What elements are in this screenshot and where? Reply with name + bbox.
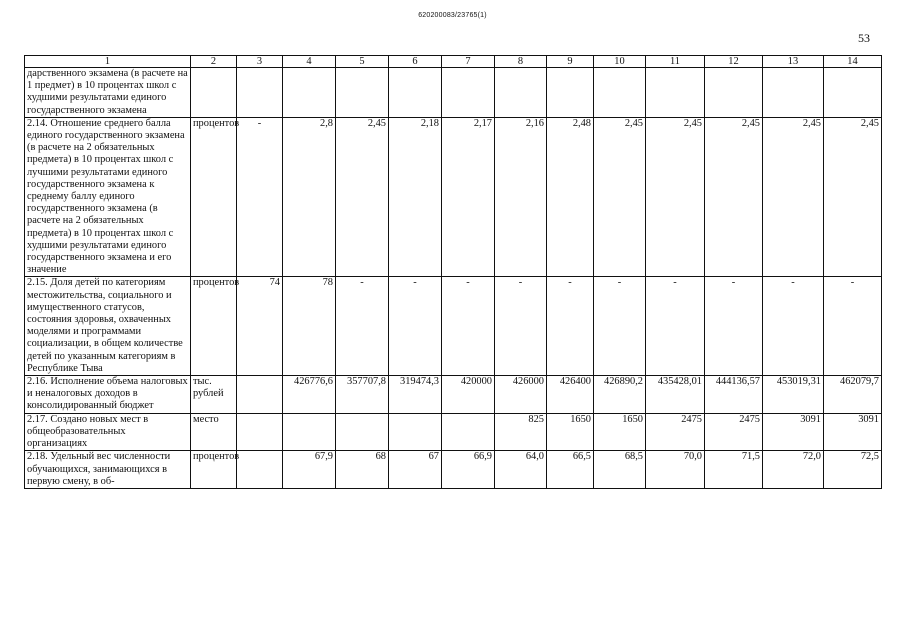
column-header: 1: [25, 56, 191, 68]
indicator-value: 66,5: [547, 451, 594, 489]
indicator-description: 2.14. Отношение среднего балла единого государственного экзамена (в расчете на 2 обязательных предмета) в 10 процентах школ с лучшими результатами единого государственного экзамена к среднему баллу единого государственного экзамена (в расчете на 2 обязательных предмета) в 10 процентах школ с худшими результатами единого государственного экзамена и его значение: [25, 117, 191, 277]
indicator-value: -: [336, 277, 389, 376]
column-header: 7: [442, 56, 495, 68]
column-header: 2: [191, 56, 237, 68]
indicator-value: 78: [283, 277, 336, 376]
indicators-table: [24, 55, 882, 489]
indicator-value: 64,0: [495, 451, 547, 489]
indicator-value: [336, 413, 389, 451]
indicator-unit: тыс. рублей: [191, 376, 237, 414]
indicator-description: 2.15. Доля детей по категориям местожительства, социального и имущественного статусов, состояния здоровья, охваченных моделями и программами социализации, в общем количестве детей по указанным категориям в Республике Тыва: [25, 277, 191, 376]
column-header: 9: [547, 56, 594, 68]
indicator-value: 2475: [646, 413, 705, 451]
indicator-value: -: [824, 277, 882, 376]
indicator-value: 72,0: [763, 451, 824, 489]
indicator-value: 2,45: [763, 117, 824, 277]
indicator-value: 2,48: [547, 117, 594, 277]
table-row: [25, 451, 882, 489]
indicator-value: 3091: [824, 413, 882, 451]
indicator-value: -: [646, 277, 705, 376]
indicator-unit: место: [191, 413, 237, 451]
indicator-value: 444136,57: [705, 376, 763, 414]
indicator-value: 67: [389, 451, 442, 489]
indicator-value: 1650: [594, 413, 646, 451]
indicator-value: [237, 413, 283, 451]
indicator-value: [705, 68, 763, 118]
indicator-value: [283, 68, 336, 118]
indicator-value: [237, 451, 283, 489]
indicator-value: [646, 68, 705, 118]
indicator-description: 2.16. Исполнение объема налоговых и неналоговых доходов в консолидированный бюджет: [25, 376, 191, 414]
indicator-value: 71,5: [705, 451, 763, 489]
page-number: 53: [858, 31, 870, 45]
indicator-value: 2,18: [389, 117, 442, 277]
indicator-value: -: [442, 277, 495, 376]
column-header: 12: [705, 56, 763, 68]
column-header: 3: [237, 56, 283, 68]
indicator-value: 426400: [547, 376, 594, 414]
indicator-description: дарственного экзамена (в расчете на 1 предмет) в 10 процентах школ с худшими результатами единого государственного экзамена: [25, 68, 191, 118]
indicator-value: 462079,7: [824, 376, 882, 414]
column-header: 5: [336, 56, 389, 68]
indicator-value: 1650: [547, 413, 594, 451]
indicator-unit: процентов: [191, 451, 237, 489]
indicator-value: 426000: [495, 376, 547, 414]
indicator-value: [824, 68, 882, 118]
indicator-value: [442, 68, 495, 118]
indicator-value: 2,16: [495, 117, 547, 277]
indicator-value: 66,9: [442, 451, 495, 489]
indicator-value: 426776,6: [283, 376, 336, 414]
indicator-value: [389, 413, 442, 451]
indicator-value: 420000: [442, 376, 495, 414]
indicator-value: -: [594, 277, 646, 376]
indicator-value: [237, 68, 283, 118]
indicator-value: 68: [336, 451, 389, 489]
indicator-value: 2,8: [283, 117, 336, 277]
header-row: [25, 56, 882, 68]
table-row: [25, 117, 882, 277]
indicator-value: 2,45: [336, 117, 389, 277]
column-header: 6: [389, 56, 442, 68]
table-row: [25, 68, 882, 118]
indicator-value: [763, 68, 824, 118]
indicator-value: 2475: [705, 413, 763, 451]
indicator-value: -: [705, 277, 763, 376]
column-header: 14: [824, 56, 882, 68]
column-header: 13: [763, 56, 824, 68]
document-id: 620200083/23765(1): [418, 12, 487, 19]
indicator-value: [594, 68, 646, 118]
indicator-value: 453019,31: [763, 376, 824, 414]
indicator-value: -: [389, 277, 442, 376]
indicator-value: -: [237, 117, 283, 277]
indicator-description: 2.17. Создано новых мест в общеобразовательных организациях: [25, 413, 191, 451]
indicator-value: 357707,8: [336, 376, 389, 414]
column-header: 8: [495, 56, 547, 68]
indicator-value: [495, 68, 547, 118]
table-row: [25, 413, 882, 451]
indicator-value: 67,9: [283, 451, 336, 489]
indicator-value: 72,5: [824, 451, 882, 489]
indicator-value: 70,0: [646, 451, 705, 489]
indicator-value: 2,45: [646, 117, 705, 277]
indicator-value: 3091: [763, 413, 824, 451]
indicator-value: -: [763, 277, 824, 376]
indicator-value: [237, 376, 283, 414]
column-header: 10: [594, 56, 646, 68]
indicator-value: -: [495, 277, 547, 376]
indicator-value: 825: [495, 413, 547, 451]
table-row: [25, 277, 882, 376]
indicator-value: 426890,2: [594, 376, 646, 414]
column-header: 4: [283, 56, 336, 68]
indicator-value: 74: [237, 277, 283, 376]
table-row: [25, 376, 882, 414]
indicator-value: 2,17: [442, 117, 495, 277]
indicator-value: 319474,3: [389, 376, 442, 414]
indicator-value: [442, 413, 495, 451]
indicator-value: 2,45: [824, 117, 882, 277]
indicator-value: 2,45: [705, 117, 763, 277]
indicator-value: -: [547, 277, 594, 376]
indicator-value: 68,5: [594, 451, 646, 489]
indicator-value: 435428,01: [646, 376, 705, 414]
indicator-value: [336, 68, 389, 118]
indicator-value: 2,45: [594, 117, 646, 277]
indicator-unit: процентов: [191, 117, 237, 277]
indicator-value: [389, 68, 442, 118]
column-header: 11: [646, 56, 705, 68]
indicator-value: [283, 413, 336, 451]
indicator-unit: [191, 68, 237, 118]
indicator-unit: процентов: [191, 277, 237, 376]
indicator-value: [547, 68, 594, 118]
indicator-description: 2.18. Удельный вес численности обучающихся, занимающихся в первую смену, в об-: [25, 451, 191, 489]
